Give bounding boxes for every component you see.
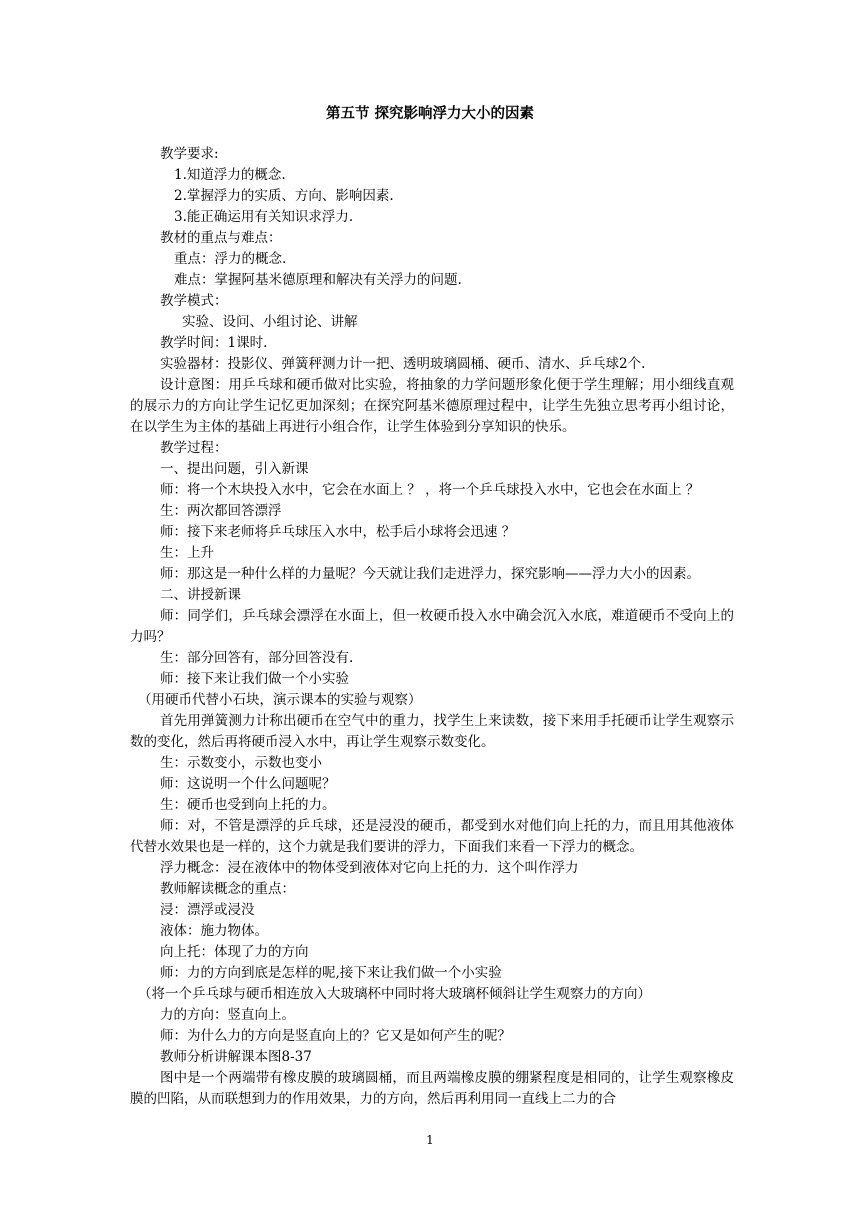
paragraph: 难点：掌握阿基米德原理和解决有关浮力的问题. — [174, 272, 462, 288]
paragraph: 实验器材：投影仪、弹簧秤测力计一把、透明玻璃圆桶、硬币、清水、乒乓球2个. — [160, 356, 646, 372]
paragraph: 液体：施力物体。 — [160, 923, 268, 939]
page-title: 第五节 探究影响浮力大小的因素 — [325, 106, 535, 122]
paragraph: 生：硬币也受到向上托的力。 — [160, 797, 336, 813]
paragraph: 一、提出问题，引入新课 — [160, 461, 309, 477]
paragraph: （将一个乒乓球与硬币相连放入大玻璃杯中同时将大玻璃杯倾斜让学生观察力的方向） — [138, 986, 651, 1002]
paragraph: 浸：漂浮或浸没 — [160, 902, 255, 918]
paragraph: 生：两次都回答漂浮 — [160, 503, 282, 519]
paragraph: 师：这说明一个什么问题呢？ — [160, 776, 336, 792]
paragraph: 教学时间：1课时. — [160, 335, 268, 351]
paragraph: 向上托：体现了力的方向 — [160, 944, 309, 960]
page-number: 1 — [426, 1133, 434, 1147]
paragraph: 3.能正确运用有关知识求浮力. — [174, 209, 354, 225]
paragraph: 生：示数变小，示数也变小 — [160, 755, 322, 771]
paragraph: 力的方向：竖直向上。 — [160, 1007, 295, 1023]
paragraph: 浮力概念：浸在液体中的物体受到液体对它向上托的力．这个叫作浮力 — [160, 860, 579, 876]
paragraph: （用硬币代替小石块，演示课本的实验与观察） — [138, 692, 422, 708]
paragraph: 1.知道浮力的概念. — [174, 167, 286, 183]
paragraph: 教学过程： — [160, 440, 228, 456]
paragraph: 教师解读概念的重点： — [160, 881, 295, 897]
paragraph: 师：对，不管是漂浮的乒乓球，还是浸没的硬币，都受到水对他们向上托的力，而且用其他液体代替水效果也是一样的，这个力就是我们要讲的浮力，下面我们来看一下浮力的概念。 — [130, 818, 734, 855]
paragraph: 师：接下来老师将乒乓球压入水中，松手后小球将会迅速 ？ — [160, 524, 516, 540]
paragraph: 首先用弹簧测力计称出硬币在空气中的重力，找学生上来读数，接下来用手托硬币让学生观察示数的变化，然后再将硬币浸入水中，再让学生观察示数变化。 — [130, 713, 734, 750]
paragraph: 2.掌握浮力的实质、方向、影响因素. — [174, 188, 394, 204]
paragraph: 师：那这是一种什么样的力量呢？今天就让我们走进浮力，探究影响——浮力大小的因素。 — [160, 566, 700, 582]
paragraph: 师：接下来让我们做一个小实验 — [160, 671, 349, 687]
paragraph: 教学要求: — [160, 146, 219, 162]
paragraph: 实验、设问、小组讨论、讲解 — [182, 314, 358, 330]
paragraph: 师：将一个木块投入水中，它会在水面上 ？ ，将一个乒乓球投入水中，它也会在水面上 ？ — [160, 482, 700, 498]
paragraph: 教师分析讲解课本图8-37 — [160, 1049, 312, 1065]
paragraph: 师：力的方向到底是怎样的呢,接下来让我们做一个小实验 — [160, 965, 502, 981]
paragraph: 师：同学们，乒乓球会漂浮在水面上，但一枚硬币投入水中确会沉入水底，难道硬币不受向上的力吗？ — [130, 608, 734, 645]
paragraph: 设计意图：用乒乓球和硬币做对比实验，将抽象的力学问题形象化便于学生理解；用小细线直观的展示力的方向让学生记忆更加深刻；在探究阿基米德原理过程中，让学生先独立思考再小组讨论，在以学生为主体的基础上再进行小组合作，让学生体验到分享知识的快乐。 — [130, 377, 734, 435]
paragraph: 生：部分回答有，部分回答没有. — [160, 650, 354, 666]
paragraph: 教材的重点与难点： — [160, 230, 282, 246]
paragraph: 生：上升 — [160, 545, 214, 561]
document-body — [130, 144, 734, 1110]
paragraph: 重点：浮力的概念. — [174, 251, 287, 267]
paragraph: 师：为什么力的方向是竖直向上的？它又是如何产生的呢？ — [160, 1028, 511, 1044]
paragraph: 二、讲授新课 — [160, 587, 241, 603]
paragraph: 教学模式： — [160, 293, 228, 309]
paragraph: 图中是一个两端带有橡皮膜的玻璃圆桶，而且两端橡皮膜的绷紧程度是相同的，让学生观察橡皮膜的凹陷，从而联想到力的作用效果，力的方向，然后再利用同一直线上二力的合 — [130, 1070, 734, 1107]
